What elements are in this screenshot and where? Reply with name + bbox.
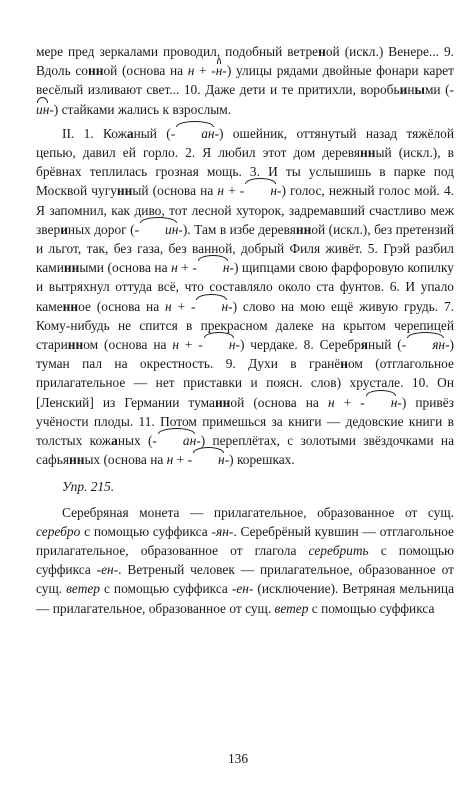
- section-ii-paragraph: II. 1. Кожаный (- ан-) ошейник, оттянутый назад тяжёлой цепью, давил ей горло. 2. Я любил этот дом деревянный (искл.), в брёвнах теплилась грозная мощь. 3. И ты услышишь в парке под Москвой чугунный (основа на н + - н-) голос, нежный голос мой. 4. Я запомнил, как диво, тот лесной хуторок, задремавший счастливо меж звериных дорог (- ин-). Там в избе деревянной (искл.), без претензий и льгот, так, без газа, без ванной, добрый Филя живёт. 5. Грэй разбил каминными (основа на н + - н-) щипцами свою фарфоровую копилку и вытряхнул оттуда всё, что составляло около ста фунтов. 6. И упало каменное (основа на н + - н-) слово на мою ещё живую грудь. 7. Кому-нибудь не спится в прекрасном далеке на крытом черепицей старинном (основа на н + - н-) чердаке. 8. Серебряный (- ян-) туман пал на окрестность. 9. Духи в гранёном (отглагольное прилагательное — нет приставки и поясн. слов) хрустале. 10. Он [Ленский] из Германии туманной (основа на н + - н-) привёз учёности плоды. 11. Потом примешься за книги — дедовские книги в толстых кожаных (- ан-) переплётах, с золотыми звёздочками на сафьянных (основа на н + - н-) корешках.: [36, 124, 454, 470]
- page-number: 136: [227, 751, 249, 766]
- continuation-paragraph: мере пред зеркалами проводил, подобный ветреной (искл.) Венере... 9. Вдоль сонной (основа на н + -н-) улицы рядами двойные фонари карет весёлый изливают свет... 10. Даже дети и те притихли, воробьиными (-ин-) стайками жались к взрослым.: [36, 42, 454, 119]
- exercise-heading: Упр. 215.: [62, 479, 115, 495]
- exercise-paragraph: Серебряная монета — прилагательное, образованное от сущ. серебро с помощью суффикса -ян-. Серебрёный кувшин — отглагольное прилагательное, образованное от глагола серебрить с помощью суффикса -ен-. Ветреный человек — прилагательное, образованное от сущ. ветер с помощью суффикса -ен- (исключение). Ветряная мельница — прилагательное, образованное от сущ. ветер с помощью суффикса: [36, 504, 455, 616]
